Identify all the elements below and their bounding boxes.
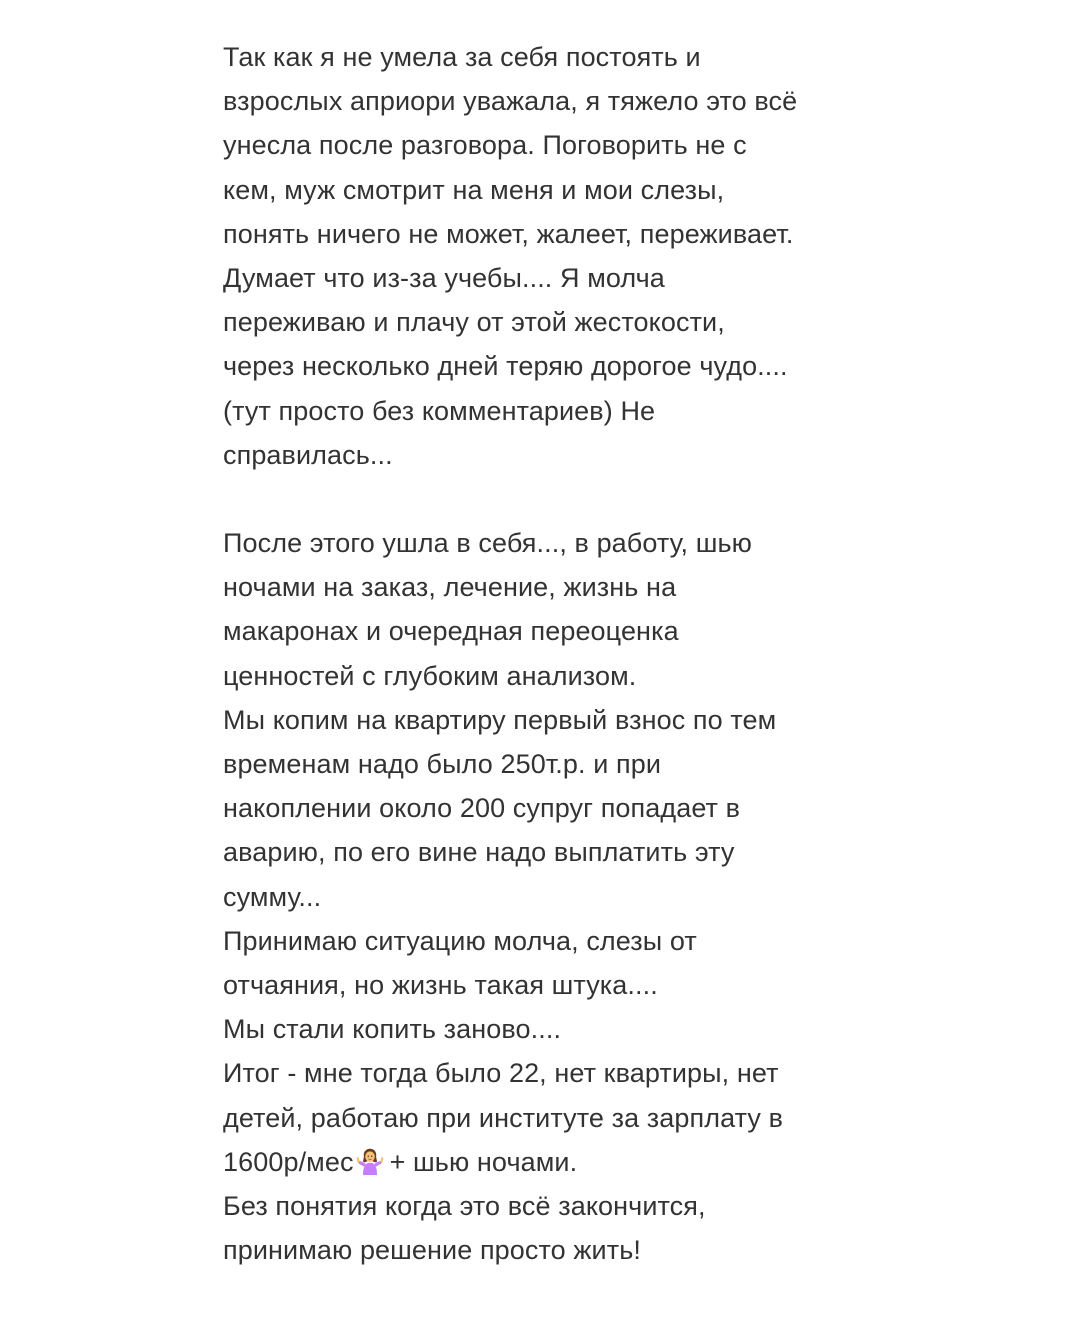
woman-shrugging-icon <box>356 1147 384 1175</box>
text-line: кем, муж смотрит на меня и мои слезы, <box>223 174 725 205</box>
text-line: После этого ушла в себя..., в работу, шью <box>223 528 753 559</box>
text-line: через несколько дней теряю дорогое чудо.... <box>223 351 788 382</box>
text-line: унесла после разговора. Поговорить не с <box>223 130 747 161</box>
text-line: макаронах и очередная переоценка <box>223 616 679 647</box>
text-line: Мы стали копить заново.... <box>223 1014 562 1045</box>
text-line: временам надо было 250т.р. и при <box>223 749 662 779</box>
salary-text: 1600р/мес <box>223 1146 354 1177</box>
paragraph <box>223 521 883 1184</box>
paragraph-spacer <box>223 477 883 521</box>
paragraph <box>223 35 883 477</box>
text-line: детей, работаю при институте за зарплату в <box>223 1102 784 1133</box>
text-line: аварию, по его вине надо выплатить эту <box>223 837 735 868</box>
paragraph <box>223 1184 883 1272</box>
text-line-with-emoji <box>223 1140 883 1184</box>
text-line: Без понятия когда это всё закончится, <box>223 1190 706 1221</box>
text-line: Думает что из-за учебы.... Я молча <box>223 262 665 293</box>
text-line: переживаю и плачу от этой жестокости, <box>223 307 725 338</box>
text-line: сумму... <box>223 881 322 912</box>
text-line: справилась... <box>223 439 393 470</box>
note-text <box>223 35 883 1272</box>
text-line: ценностей с глубоким анализом. <box>223 660 637 691</box>
text-line: Мы копим на квартиру первый взнос по тем <box>223 704 777 735</box>
night-sewing-text: + шью ночами. <box>389 1146 578 1177</box>
text-line: Принимаю ситуацию молча, слезы от <box>223 925 697 956</box>
text-line: накоплении около 200 супруг попадает в <box>223 793 741 824</box>
text-line: ночами на заказ, лечение, жизнь на <box>223 572 677 603</box>
text-line: взрослых априори уважала, я тяжело это всё <box>223 86 798 117</box>
text-line: Так как я не умела за себя постоять и <box>223 42 701 72</box>
text-line: отчаяния, но жизнь такая штука.... <box>223 969 658 1000</box>
text-line: Итог - мне тогда было 22, нет квартиры, нет <box>223 1058 779 1089</box>
text-line: принимаю решение просто жить! <box>223 1235 641 1266</box>
text-line: понять ничего не может, жалеет, переживает. <box>223 218 794 249</box>
text-line: (тут просто без комментариев) Не <box>223 395 656 426</box>
